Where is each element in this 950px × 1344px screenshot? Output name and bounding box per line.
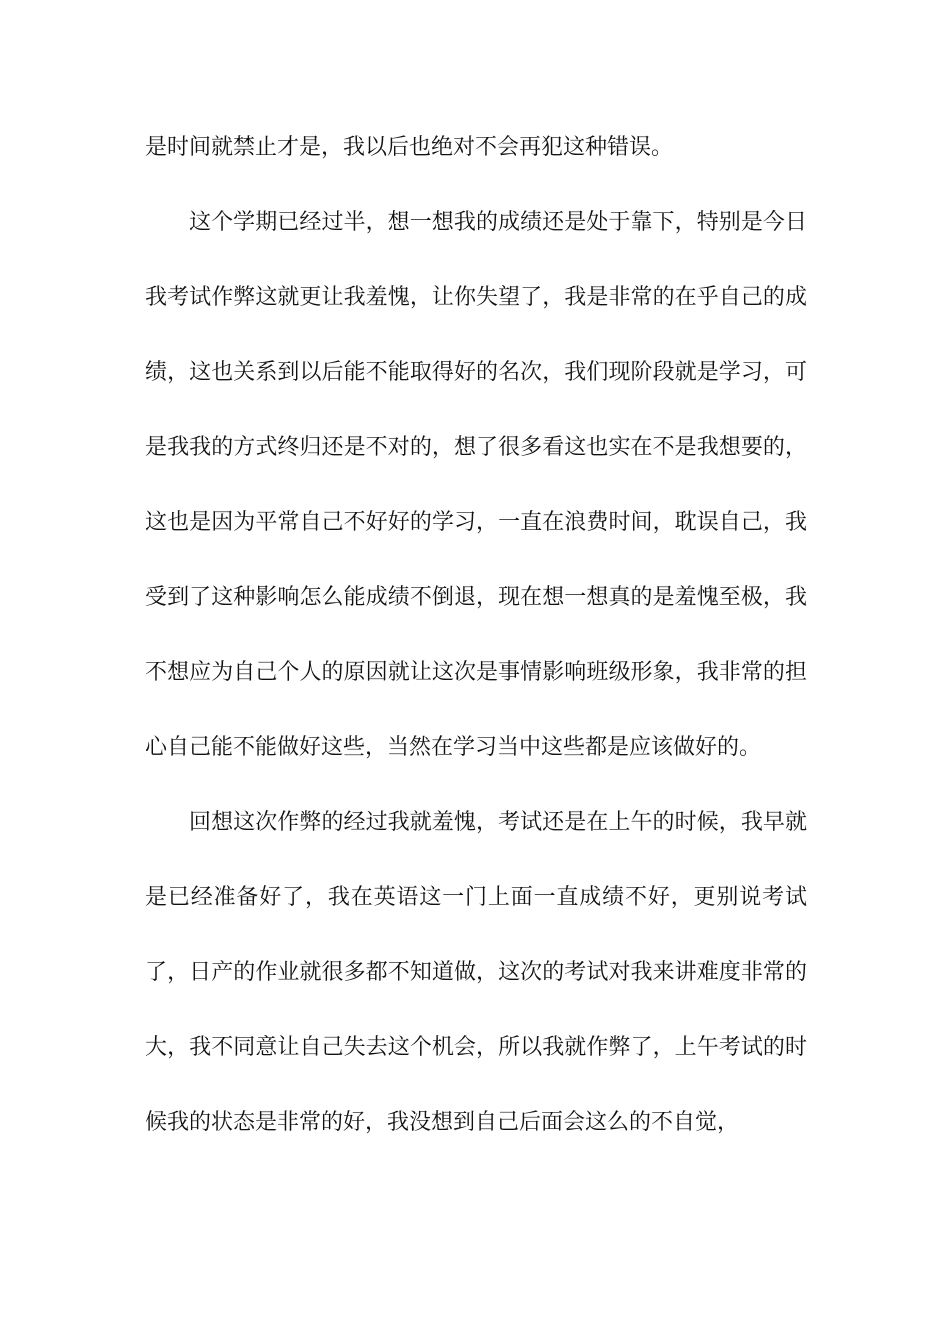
paragraph-cheating-recollection: 回想这次作弊的经过我就羞愧，考试还是在上午的时候，我早就是已经准备好了，我在英语这一门上面一直成绩不好，更别说考试了，日产的作业就很多都不知道做，这次的考试对我来讲难度非常的大，我不同意让自己失去这个机会，所以我就作弊了，上午考试的时候我的状态是非常的好，我没想到自己后面会这么的不自觉，: [145, 810, 807, 1135]
document-page: [145, 110, 807, 1160]
paragraph-semester-grades: 这个学期已经过半，想一想我的成绩还是处于靠下，特别是今日我考试作弊这就更让我羞愧，让你失望了，我是非常的在乎自己的成绩，这也关系到以后能不能取得好的名次，我们现阶段就是学习，可是我我的方式终归还是不对的，想了很多看这也实在不是我想要的，这也是因为平常自己不好好的学习，一直在浪费时间，耽误自己，我受到了这种影响怎么能成绩不倒退，现在想一想真的是羞愧至极，我不想应为自己个人的原因就让这次是事情影响班级形象，我非常的担心自己能不能做好这些，当然在学习当中这些都是应该做好的。: [145, 210, 807, 760]
paragraph-continuation: 是时间就禁止才是，我以后也绝对不会再犯这种错误。: [145, 135, 674, 160]
